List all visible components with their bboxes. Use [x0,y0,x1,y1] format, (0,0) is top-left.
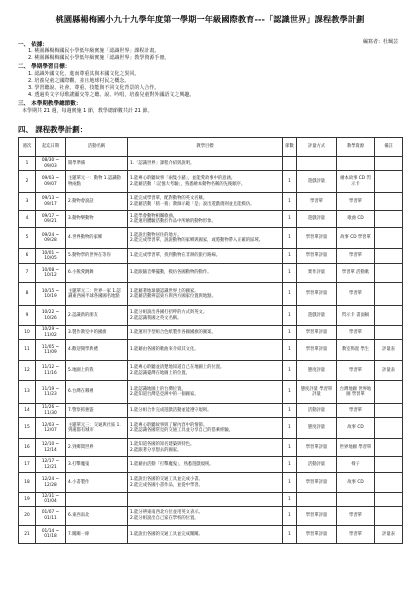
cell-resources [337,157,375,171]
cell-notes: 評量表 [375,525,403,543]
cell-goal [128,493,283,507]
goal-line: 2.能跟著分享想去的國家。 [130,447,182,453]
table-row [19,326,403,340]
cell-sessions: 1 [283,439,297,457]
cell-activity: 4.歡迎開學典禮 [66,340,128,361]
goal-line: 2.能完成各國小書作品，並從中學習。 [130,482,203,488]
cell-evaluation: 學習單評量 [297,340,337,361]
cell-notes [375,418,403,439]
goal-line: 2.能認識我國之英文名稱。 [130,315,182,321]
header-evaluation: 評量方式 [297,138,337,157]
goal-line: 1.能說出各國的交通工具並完成小書。 [130,477,203,483]
goal-line: 1.能專心聆聽故事「兩隻小豬」，並能愛故事中的意涵。 [130,176,236,182]
cell-week: 7 [19,264,36,283]
cell-activity: 2.認識新的朋友 [66,306,128,326]
cell-notes [375,493,403,507]
cell-date: 12/03 ~ 12/07 [36,418,66,439]
cell-sessions: 1 [283,473,297,493]
cell-evaluation: 遊戲評量 [297,306,337,326]
goal-line: 2.能藉活動「:記憶大考驗」，熟悉繪本動物名稱的先後順序。 [130,181,246,187]
cell-sessions: 1 [283,249,297,264]
goal-line: 1.能藉著地球儀認識世界上的國家。 [130,288,199,294]
cell-activity: 4.小書製作 [66,473,128,493]
cell-activity [66,493,128,507]
table-row [19,157,403,171]
section-hours-title: 三、 本學期教學總節數： [18,101,82,107]
cell-activity: 5.地圖上的我 [66,361,128,381]
cell-resources: 學習單 [337,283,375,306]
cell-notes: 評量表 [375,340,403,361]
goal-line: 1.能認識地圖上的台灣位置。 [130,386,186,392]
cell-goal [128,506,283,525]
table-row [19,211,403,228]
cell-goal [128,306,283,326]
cell-evaluation: 態度評量 [297,361,337,381]
header-date: 起迄日期 [36,138,66,157]
goal-line: 1.能藉由活動「打擊魔鬼」，熟悉遊戲規則。 [130,461,214,467]
table-row [19,249,403,264]
goal-line: 2.能知道台灣是亞洲中的一個國家。 [130,392,199,397]
cell-notes [375,506,403,525]
cell-resources: 學習單 [337,404,375,418]
cell-evaluation: 態度評量 [297,418,337,439]
cell-goal [128,326,283,340]
cell-activity: 5.動物學的世界在等你 [66,249,128,264]
cell-activity: 7.闖關一條 [66,525,128,543]
cell-week: 8 [19,283,36,306]
goal-line: 2.能藉活動「猜一猜」教師示範「是」說出遊戲規則並且能模仿。 [130,201,255,207]
table-row [19,264,403,283]
cell-evaluation: 學習單評量 [297,473,337,493]
cell-date: 12/24 ~ 12/28 [36,473,66,493]
cell-goal [128,264,283,283]
cell-date: 09/13 ~ 09/17 [36,193,66,211]
cell-evaluation: 遊戲評量 [297,211,337,228]
section-plan-title: 四、 課程教學計劃： [18,125,88,134]
cell-week: 13 [19,381,36,404]
cell-notes [375,249,403,264]
cell-notes [375,404,403,418]
cell-week: 19 [19,493,36,507]
cell-resources: 學習單 [337,525,375,543]
cell-goal [128,157,283,171]
cell-sessions: 1 [283,211,297,228]
cell-evaluation: 學習單評量 [297,249,337,264]
cell-date: 08/30 ~ 09/03 [36,157,66,171]
cell-resources: 學習單 [337,249,375,264]
cell-resources: 故事 CD [337,418,375,439]
cell-activity: 主題單元三：交通與社區 1.到處都有城市 [66,418,128,439]
cell-notes [375,439,403,457]
cell-week: 20 [19,506,36,525]
cell-evaluation: 學習單評量 [297,506,337,525]
cell-date: 10/22 ~ 10/26 [36,306,66,326]
cell-evaluation: 學習單評量 [297,439,337,457]
goal-line: 2.能藉活動辨認東方與西方國家位置與地點。 [130,294,216,299]
cell-week: 14 [19,404,36,418]
cell-resources: 椅子 [337,457,375,473]
cell-resources: 閃示卡 書面稿 [337,306,375,326]
table-row [19,418,403,439]
cell-notes [375,171,403,193]
cell-sessions: 1 [283,193,297,211]
cell-goal [128,171,283,193]
cell-evaluation [297,493,337,507]
cell-evaluation: 學習單評量 [297,228,337,249]
cell-notes [375,264,403,283]
header-sessions: 節數 [283,138,297,157]
cell-resources: 學習單 [337,193,375,211]
cell-activity: 6.東西南北 [66,506,128,525]
cell-goal [128,228,283,249]
cell-sessions [283,157,297,171]
cell-goal [128,193,283,211]
goal-line: 2.能運用體驗活動於作品中所繪的動物形象。 [130,219,216,224]
cell-goal [128,418,283,439]
goal-line: 1.能說出各國的交通工具並完成闖關。 [130,531,203,537]
cell-week: 17 [19,457,36,473]
cell-date: 10/01 ~ 10/05 [36,249,66,264]
goal-line: 1.能分組說出各國打招呼的方式與英文。 [130,310,208,316]
cell-date: 12/17 ~ 12/21 [36,457,66,473]
cell-notes [375,157,403,171]
cell-sessions: 1 [283,506,297,525]
cell-sessions: 1 [283,404,297,418]
cell-week: 1 [19,157,36,171]
cell-notes [375,306,403,326]
goal-line: 2.能認識臺灣在地圖上的位置。 [130,370,190,376]
goal-line: 1.能專心聆聽故事與了解內容中的情節。 [130,422,208,428]
table-row [19,439,403,457]
section-goals-title: 二、 學期學習目標： [18,64,71,70]
author-line: 編寫者：杜珮芸 [362,39,398,45]
header-activity: 活動名稱 [66,138,128,157]
header-notes: 備註 [375,138,403,157]
cell-resources [337,493,375,507]
cell-activity: 2.動物會說話 [66,193,128,211]
table-row [19,493,403,507]
cell-notes [375,228,403,249]
cell-sessions: 1 [283,381,297,404]
cell-goal [128,340,283,361]
cell-sessions: 1 [283,525,297,543]
cell-sessions: 1 [283,171,297,193]
goal-item-3: 3. 學習聽說、社會、尊重、技能與不同文化背景的人合作。 [28,85,160,91]
goal-line: 2.能認識各國常見的交通工具並分享自己的搭乘經驗。 [130,428,233,433]
cell-week: 18 [19,473,36,493]
goal-line: 2.能完成學習單，說說動物的家鄉與國家，或將動物帶入正確的區域。 [130,238,264,243]
cell-date: 11/05 ~ 11/09 [36,340,66,361]
table-row [19,193,403,211]
cell-sessions: 1 [283,457,297,473]
cell-resources: 繪本故事 CD 閃示卡 [337,171,375,193]
cell-resources: 教室佈置 學生 [337,340,375,361]
cell-activity: 2.到鄉間世界 [66,439,128,457]
table-row [19,361,403,381]
cell-week: 4 [19,211,36,228]
cell-sessions: 1 [283,228,297,249]
cell-date: 01/07 ~ 01/11 [36,506,66,525]
cell-week: 16 [19,439,36,457]
cell-date: 11/12 ~ 11/16 [36,361,66,381]
cell-evaluation: 態度評量 學習單評量 [297,381,337,404]
cell-notes [375,283,403,306]
cell-evaluation: 學習單 [297,193,337,211]
cell-date: 09/03 ~ 09/07 [36,171,66,193]
cell-notes [375,457,403,473]
goal-item-1: 1. 認識外國文化，進而尊重其與本國文化之異同。 [28,71,140,77]
cell-resources: 學習單 活動歌 [337,264,375,283]
goal-line: 1.能完成學習單，配對動物的英文名稱。 [130,196,208,202]
cell-resources: 歌曲 CD [337,211,375,228]
cell-sessions: 1 [283,418,297,439]
cell-activity: 6.台灣在哪裡 [66,381,128,404]
cell-week: 11 [19,340,36,361]
cell-activity: 開學準備 [66,157,128,171]
table-row [19,473,403,493]
basis-item-1: 1. 桃園縣楊梅國民小學低年級實施「認識世界」課程計畫。 [28,48,160,54]
cell-evaluation [297,157,337,171]
cell-date: 09/24 ~ 09/28 [36,228,66,249]
cell-resources: 故事 CD [337,473,375,493]
header-resources: 教學資源 [337,138,375,157]
goal-line: 1.能知道各國的知名建築與特色。 [130,442,195,448]
table-header-row [19,138,403,157]
cell-evaluation: 活動評量 [297,457,337,473]
basis-item-2: 2. 桃園縣楊梅國民小學低年級實施「認識世界」教學資源手冊。 [28,55,170,61]
cell-goal [128,525,283,543]
table-row [19,381,403,404]
cell-activity: 7.警察抓強盜 [66,404,128,418]
cell-resources: 世界地圖 學習單 [337,439,375,457]
table-row [19,404,403,418]
cell-resources: 學習單 [337,506,375,525]
cell-resources: 台灣地圖 世界地圖 學習單 [337,381,375,404]
table-row [19,506,403,525]
goal-line: 1.能分辨東南西北方位並用英文表示。 [130,510,203,516]
cell-sessions: 1 [283,264,297,283]
cell-week: 2 [19,171,36,193]
goal-line: 1.能分組合作完成遊戲活動並能遵守規則。 [130,407,212,413]
header-goal: 教學目標 [128,138,283,157]
cell-evaluation: 遊戲評量 [297,171,337,193]
cell-activity: 主題單元二：世界一家 1.認識東西兩半球各國國名地點 [66,283,128,306]
cell-sessions: 1 [283,340,297,361]
cell-notes: 評量表 [375,361,403,381]
goal-line: 1.能學會動物相關歌曲。 [130,213,178,219]
cell-date: 09/17 ~ 09/21 [36,211,66,228]
cell-activity: 3.動物樂動物 [66,211,128,228]
goal-line: 1.「認識世界」課程介紹與說明。 [130,160,195,166]
cell-notes [375,193,403,211]
cell-notes [375,326,403,340]
cell-week: 6 [19,249,36,264]
goal-line: 1.能跟隨音樂擺動，模仿各國動物的動作。 [130,270,212,276]
cell-sessions: 1 [283,326,297,340]
table-row [19,457,403,473]
cell-evaluation: 學習單評量 [297,525,337,543]
cell-evaluation: 實作評量 [297,264,337,283]
cell-goal [128,457,283,473]
cell-sessions: 1 [283,361,297,381]
cell-notes [375,473,403,493]
cell-resources: 學習單 [337,361,375,381]
goal-line: 1.能專心聆聽並清楚地知道自己在地圖上的位置。 [130,365,225,371]
goal-line: 2.能分組說出自己家在學校的位置。 [130,515,199,521]
table-row [19,525,403,543]
goal-line: 1.能運用手型組合色紙製作各國國旗的圖案。 [130,329,216,335]
cell-sessions: 1 [283,283,297,306]
cell-activity: 3.打擊魔鬼 [66,457,128,473]
cell-activity: 6.小熊愛跳舞 [66,264,128,283]
goal-item-2: 2. 培養兒童之國際觀，並且地球村民之概念。 [28,78,130,84]
cell-resources: 學習單 [337,326,375,340]
cell-sessions: 1 [283,306,297,326]
cell-goal [128,473,283,493]
cell-resources: 故事 CD 學習單 [337,228,375,249]
hours-text: 本學期共 21 週，每週實施 1 節，教學總節數共計 21 節。 [22,108,153,114]
cell-week: 21 [19,525,36,543]
cell-date: 10/29 ~ 11/02 [36,326,66,340]
cell-date: 01/14 ~ 01/18 [36,525,66,543]
cell-goal [128,283,283,306]
cell-date: 12/31 ~ 01/04 [36,493,66,507]
section-basis-title: 一、 依據： [18,42,48,48]
cell-week: 12 [19,361,36,381]
cell-week: 3 [19,193,36,211]
table-row [19,283,403,306]
goal-line: 1.能完成學習單，找到動物在非洲的旅行路線。 [130,253,221,259]
plan-table [18,137,403,544]
table-row [19,228,403,249]
cell-date: 12/10 ~ 12/14 [36,439,66,457]
cell-date: 10/15 ~ 10/19 [36,283,66,306]
table-row [19,340,403,361]
goal-line: 1.能藉由各國的歌曲來介紹其文化。 [130,347,199,353]
cell-notes [375,211,403,228]
cell-goal [128,361,283,381]
cell-date: 10/08 ~ 10/12 [36,264,66,283]
cell-goal [128,211,283,228]
cell-evaluation: 學習單評量 [297,283,337,306]
cell-week: 9 [19,306,36,326]
cell-goal [128,439,283,457]
cell-week: 10 [19,326,36,340]
table-row [19,171,403,193]
cell-evaluation: 學習單評量 [297,326,337,340]
cell-week: 15 [19,418,36,439]
cell-date: 11/26 ~ 11/30 [36,404,66,418]
cell-notes [375,381,403,404]
cell-week: 5 [19,228,36,249]
cell-goal [128,249,283,264]
cell-activity: 4.世界動物的家鄉 [66,228,128,249]
cell-date: 11/19 ~ 11/23 [36,381,66,404]
cell-activity: 主題單元一：動物 1.認識動物兩點 [66,171,128,193]
cell-sessions: 1 [283,493,297,507]
cell-goal [128,381,283,404]
cell-goal [128,404,283,418]
header-week: 週次 [19,138,36,157]
document-title: 桃園縣楊梅國小九十九學年度第一學期一年級國際教育---「認識世界」課程教學計劃 [55,14,365,24]
cell-activity: 3.製作教室中的國旗 [66,326,128,340]
goal-item-4: 4. 透過英文字母歌謠顯交等之聽、說、吟唱，培養兒童對外國語文之興趣。 [28,92,195,98]
table-row [19,306,403,326]
goal-line: 1.能說出動物居住的地方。 [130,232,182,238]
cell-evaluation: 活動評量 [297,404,337,418]
